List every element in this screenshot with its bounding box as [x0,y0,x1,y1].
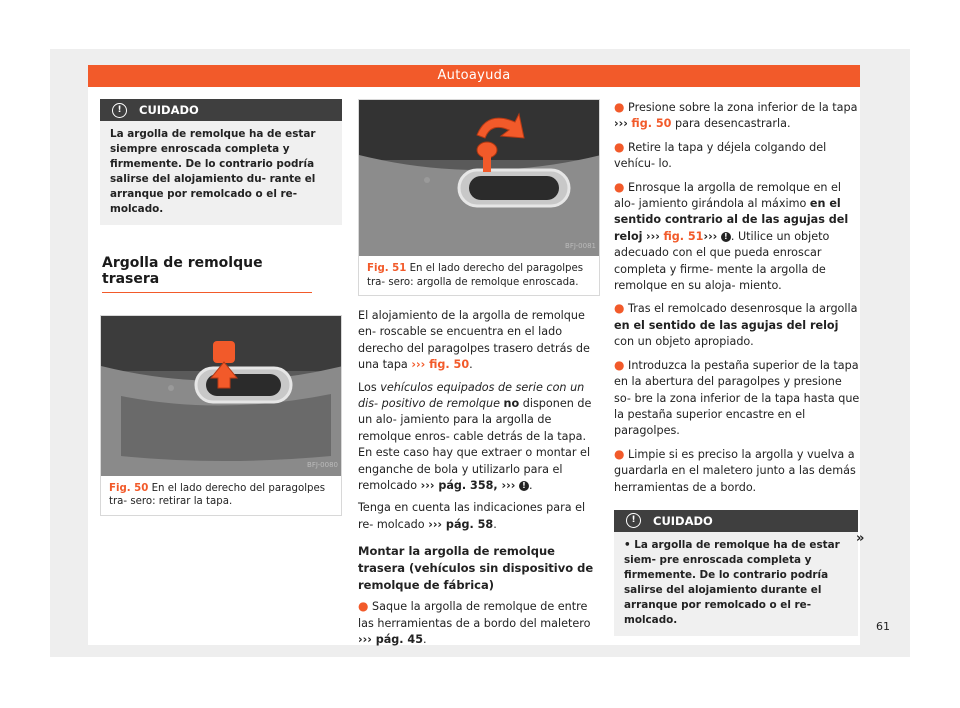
warning-box [100,99,342,225]
bullet-item [358,598,600,648]
ref-arrows: ››› [614,117,628,131]
bullet-text: para desencastrarla. [674,117,791,131]
bullet-icon: • [624,538,635,551]
subheading: Montar la argolla de remolque trasera (vehículos sin dispositivo de remolque de fábrica) [358,544,594,593]
column-right [614,99,860,636]
warning-exclamation-icon: ! [519,481,529,491]
paragraph-text: El alojamiento de la argolla de remolque en- roscable se encuentra en el lado derecho del paragolpes trasero detrás de una tapa [358,309,590,372]
bullet-text: Presione sobre la zona inferior de la tapa [628,101,858,114]
figure-caption [101,476,341,515]
bold-text: en el sentido contrario al de las agujas del reloj [614,197,849,243]
bullet-item [614,179,860,295]
paragraph-text: Los [358,380,377,394]
bold-text: no [503,397,520,411]
figure-51-image [359,100,599,256]
paragraph-text: Tenga en cuenta las indicaciones para el re- molcado [358,501,586,531]
caption-text: En el lado derecho del paragolpes tra- sero: argolla de remolque enroscada. [367,263,584,288]
italic-text: vehículos equipados de serie con un dis- positivo de remolque [358,380,585,411]
warning-exclamation-icon: ! [721,232,731,242]
warning-info-icon: ! [112,103,127,118]
cross-ref-link[interactable]: ››› pág. 45 [358,633,424,647]
punctuation: . [423,633,427,647]
cross-ref-link[interactable]: ››› pág. 358, ››› [420,479,516,493]
paragraph [358,500,600,533]
page-number: 61 [876,620,890,633]
paragraph: Los vehículos equipados de serie con un dis- positivo de remolque no disponen de un alo- jamiento para la argolla de remolque enros- cable detrás de la tapa. En este caso hay que extraer o montar el enganche de bola y utilizarlo para el remolcado ››› pág. 358, ››› ! . [358,380,592,493]
warning-bullet-text: La argolla de remolque ha de estar siem- pre enroscada completa y firmemente. De lo contrario podría salirse del alojamiento durante el arranque por remolcado o el re- molcado. [624,538,840,626]
bullet-text: Saque la argolla de remolque de entre las herramientas de a bordo del maletero [358,600,591,630]
warning-header [100,99,342,121]
bullet-text: Introduzca la pestaña superior de la tapa en la abertura del paragolpes y presione so- bre la zona inferior de la tapa hasta que la pestaña superior encastre en el paragolpes. [614,358,860,438]
warning-box [614,510,858,636]
body-text [358,308,600,649]
figure-code: BFJ-0080 [307,461,338,470]
continue-mark: » [856,531,865,546]
bullet-text: Limpie si es preciso la argolla y vuelva a guardarla en el maletero junto a las demás herramientas de a bordo. [614,447,856,494]
figure-caption [359,256,599,295]
page-header: Autoayuda [88,65,860,87]
paragraph-text: disponen de un alo- jamiento para la argolla de remolque enros- cable detrás de la tapa. En este caso hay que extraer o montar el enganche de bola y utilizarlo para el remolcado [358,397,592,493]
bullet-icon: ● [614,100,625,114]
punctuation: . [469,358,473,372]
bullet-item [614,139,860,173]
bullet-item [614,357,860,440]
bullet-icon: ● [614,446,625,461]
cross-ref-link[interactable]: fig. 50 [631,117,672,131]
warning-info-icon: ! [626,513,641,528]
bumper-cover-illustration [101,316,341,476]
cross-ref-link[interactable]: ››› fig. 50 [411,358,470,372]
column-left [100,99,342,516]
figure-50-image [101,316,341,476]
ref-arrows: ››› [646,229,660,243]
column-middle [358,99,600,655]
bullet-icon: ● [614,357,625,372]
cross-ref-link[interactable]: fig. 51 [663,229,704,243]
bullet-item [614,446,860,496]
warning-text [614,532,858,636]
bullet-text: con un objeto apropiado. [614,335,754,349]
figure-ref[interactable]: Fig. 50 [109,482,149,494]
warning-header [614,510,858,532]
figure-code: BFJ-0081 [565,241,596,250]
figure-50 [100,315,342,516]
bold-text: en el sentido de las agujas del reloj [614,318,839,332]
bullet-icon: ● [614,179,625,194]
bullet-item [614,99,860,133]
cross-ref-link[interactable]: ››› pág. 58 [428,517,494,531]
figure-51 [358,99,600,296]
punctuation: . [493,517,497,531]
warning-text: La argolla de remolque ha de estar siempre enroscada completa y firmemente. De lo contrario podría salirse del alojamiento du- rante el arranque por remolcado o el re- molcado. [110,128,316,215]
bullet-item [614,300,860,350]
ref-arrows: ››› [703,229,718,243]
section-title: Argolla de remolque trasera [102,255,312,293]
figure-ref[interactable]: Fig. 51 [367,263,407,274]
bullet-text: Tras el remolcado desenrosque la argolla [628,302,858,316]
bullet-text: . Utilice un objeto adecuado con el que pueda enroscar completa y firme- mente la argolla de remolque en su aloja- miento. [614,229,830,293]
bullet-icon: ● [614,139,625,154]
bullet-text: Retire la tapa y déjela colgando del vehícu- lo. [614,140,827,171]
bullet-icon: ● [358,599,369,614]
warning-title: CUIDADO [139,103,199,117]
caption-text: En el lado derecho del paragolpes tra- sero: retirar la tapa. [109,482,326,508]
towing-eye-illustration [359,100,599,256]
paragraph [358,308,600,374]
warning-title: CUIDADO [653,513,713,528]
bullet-icon: ● [614,301,625,316]
bullet-text: Enrosque la argolla de remolque en el alo- jamiento girándola al máximo [614,180,841,211]
